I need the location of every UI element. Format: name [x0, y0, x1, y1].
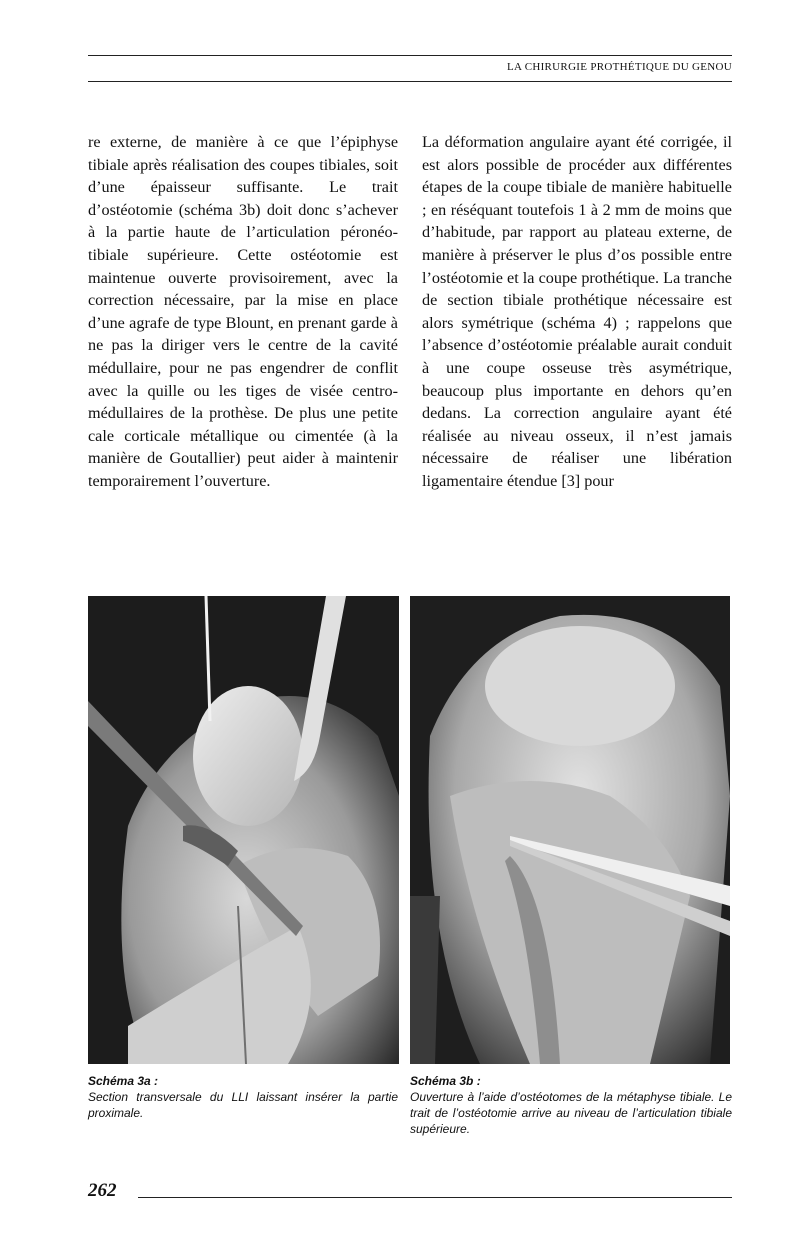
body-text-left-column: re externe, de manière à ce que l’épiphyse tibiale après réalisation des coupes tibiales, soit d’une épaisseur suffisante. Le trait d’ostéotomie (schéma 3b) doit donc s’achever à la partie haute de l’articulation péronéo-tibiale supérieure. Cette ostéotomie est maintenue ouverte provisoirement, avec la correction nécessaire, par la mise en place d’une agrafe de type Blount, en prenant garde à ne pas la diriger vers le centre de la cavité médullaire, pour ne pas engendrer de conflit avec la quille ou les tiges de visée centro-médullaires de la prothèse. De plus une petite cale corticale métallique ou cimentée (à la manière de Goutallier) peut aider à maintenir temporairement l’ouverture.: [88, 133, 398, 490]
figure-3a-caption: [88, 1073, 398, 1121]
page-number: 262: [88, 1180, 117, 1201]
figure-3a-caption-title: Schéma 3a :: [88, 1074, 159, 1088]
figure-3b-photo: [410, 596, 730, 1064]
header-rule-bottom: [88, 81, 732, 82]
running-head: LA CHIRURGIE PROTHÉTIQUE DU GENOU: [507, 61, 732, 73]
footer-rule: [138, 1197, 732, 1198]
figure-3a-caption-text: Section transversale du LLI laissant insérer la partie proximale.: [88, 1090, 398, 1120]
figure-3b-caption: [410, 1073, 732, 1137]
body-text-right-column: La déformation angulaire ayant été corrigée, il est alors possible de procéder aux différentes étapes de la coupe tibiale de manière habituelle ; en réséquant toutefois 1 à 2 mm de moins que d’habitude, par rapport au plateau externe, de manière à préserver le plus d’os possible entre l’ostéotomie et la coupe prothétique. La tranche de section tibiale prothétique nécessaire est alors symétrique (schéma 4) ; rappelons que l’absence d’ostéotomie préalable aurait conduit à une coupe osseuse très asymétrique, beaucoup plus importante en dehors qu’en dedans. La correction angulaire ayant été réalisée au niveau osseux, il n’est jamais nécessaire de réaliser une libération ligamentaire étendue [3] pour: [422, 133, 732, 490]
header-rule-top: [88, 55, 732, 56]
figure-3b-caption-title: Schéma 3b :: [410, 1074, 481, 1088]
figure-3a-photo: [88, 596, 399, 1064]
figure-3b-caption-text: Ouverture à l’aide d’ostéotomes de la métaphyse tibiale. Le trait de l’ostéotomie arrive au niveau de l’articulation tibiale supérieure.: [410, 1090, 732, 1136]
